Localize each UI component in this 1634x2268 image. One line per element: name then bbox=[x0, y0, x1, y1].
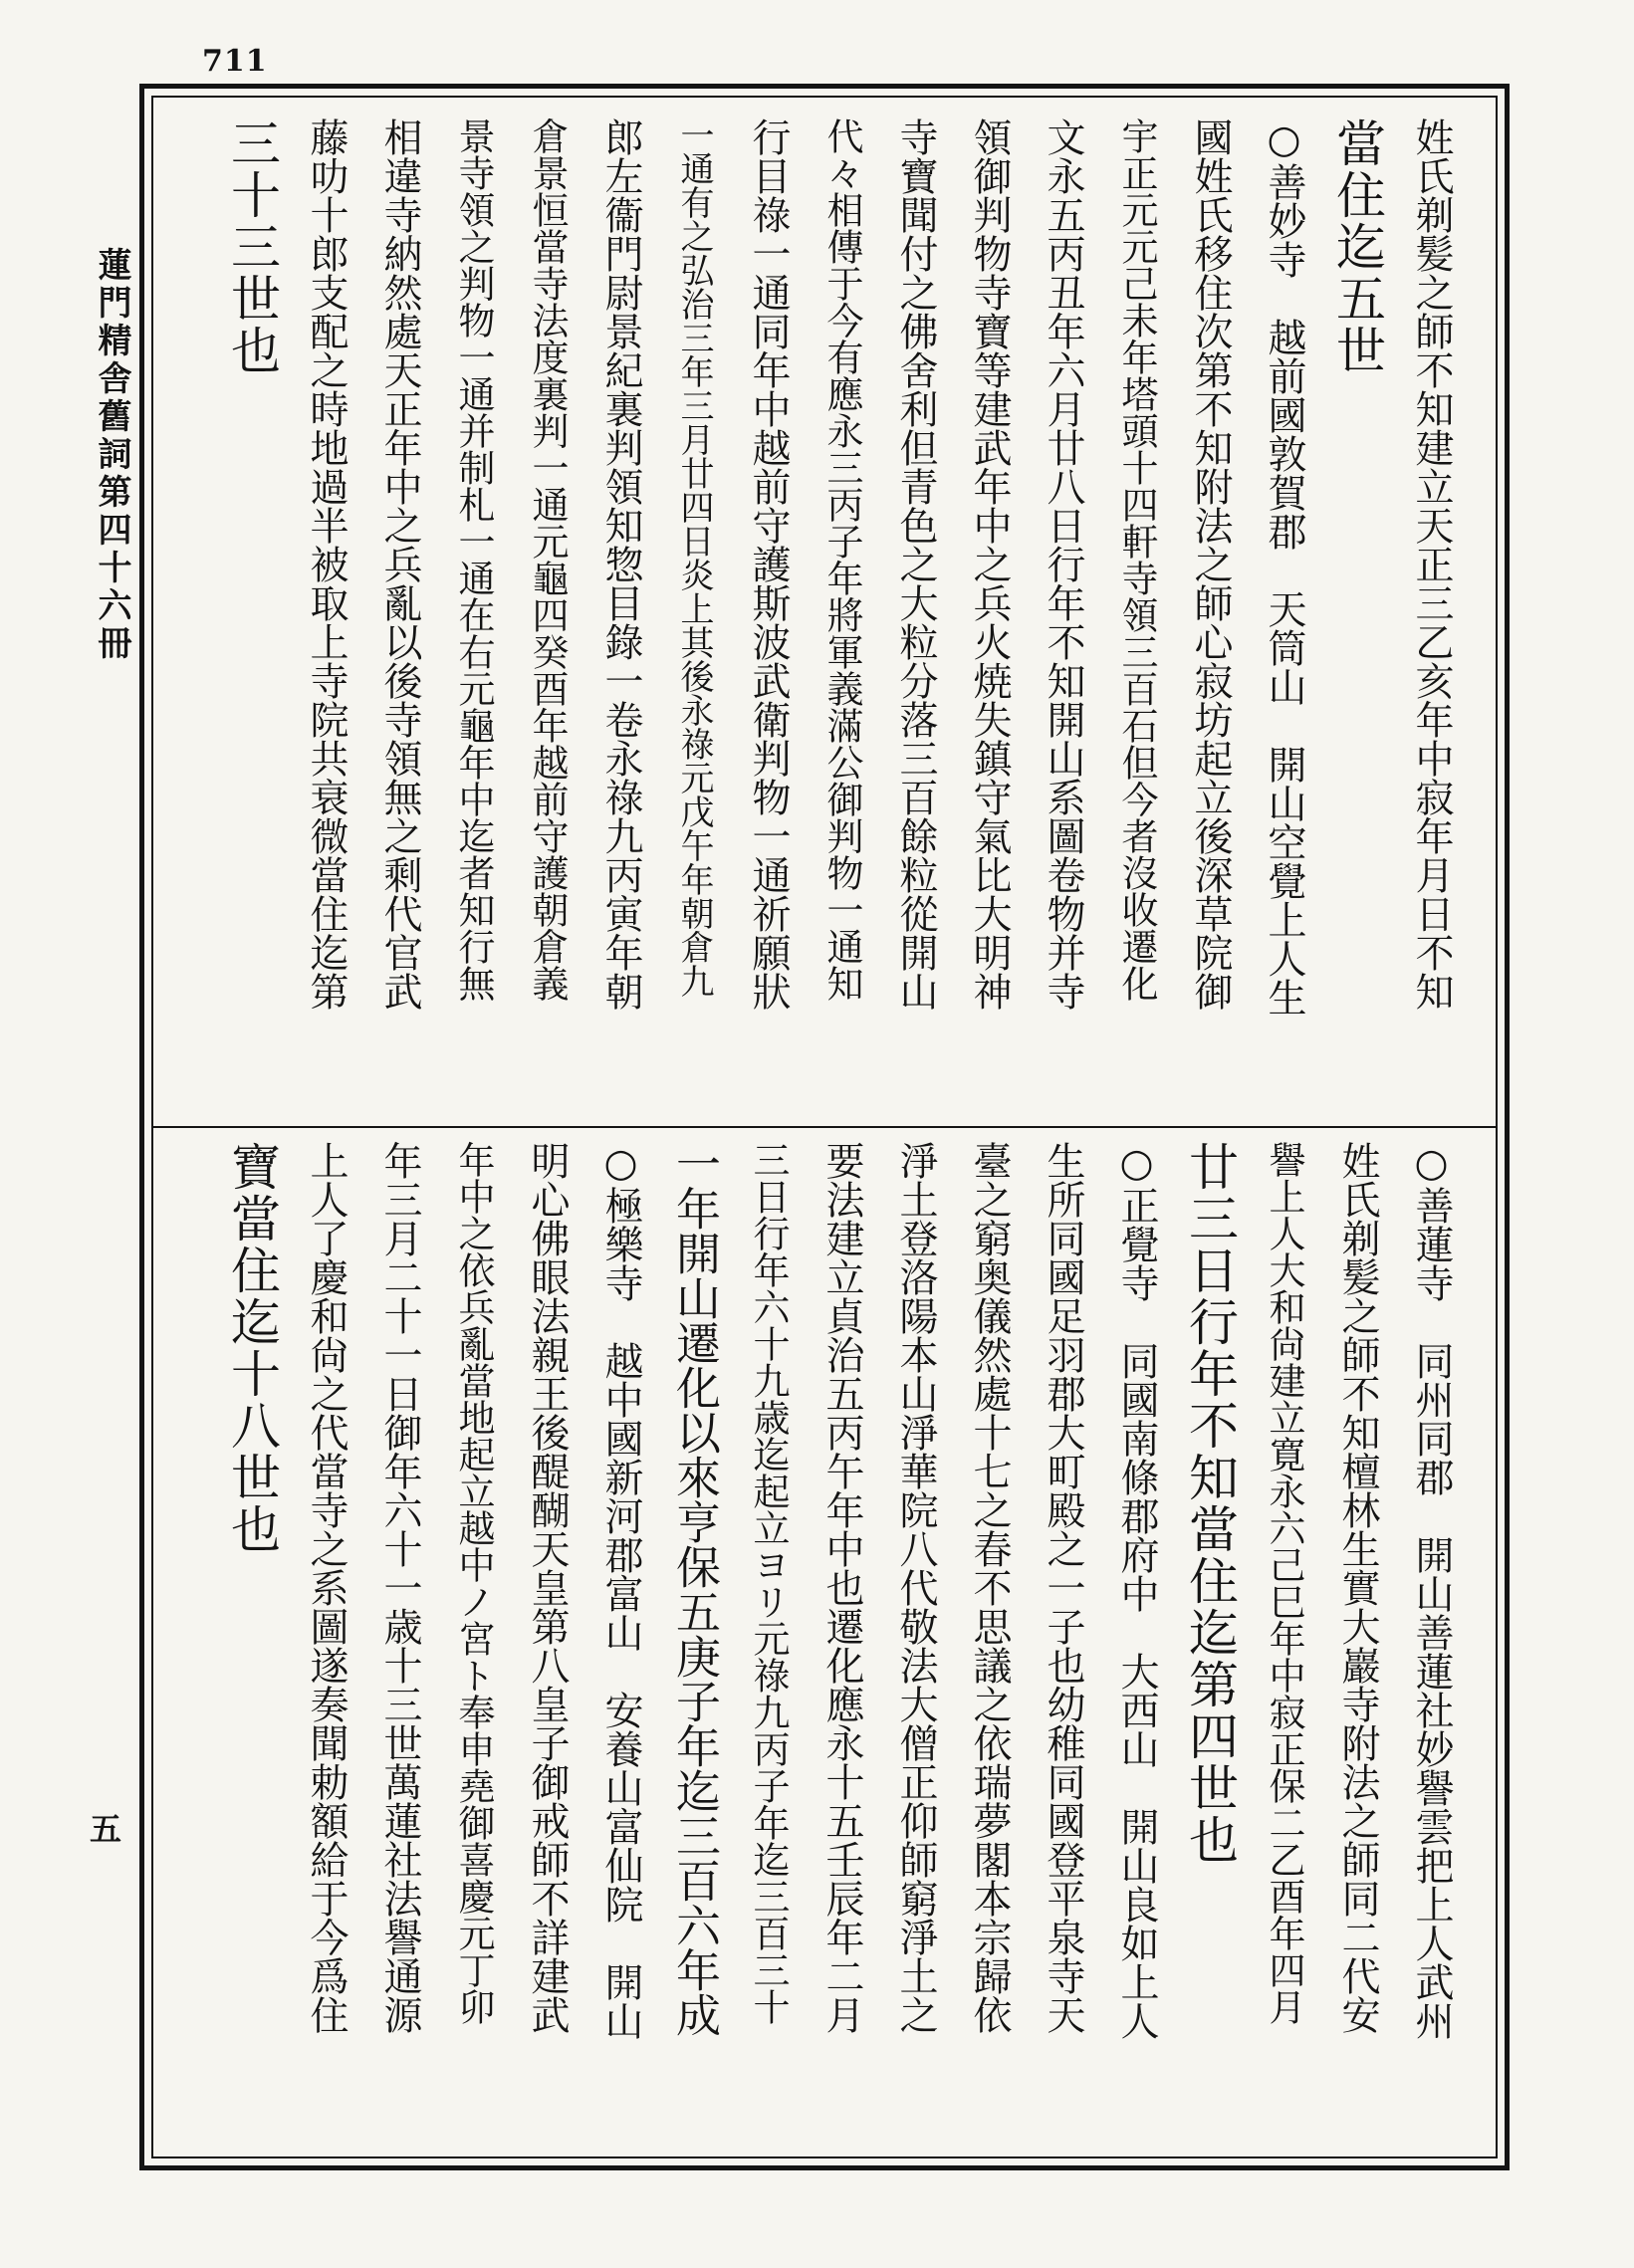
text-column: 行目祿一通同年中越前守護斯波武衛判物一通祈願狀 bbox=[746, 117, 791, 1011]
text-column: 三十三世也 bbox=[223, 117, 281, 376]
text-column: ○善妙寺 越前國敦賀郡 天筒山 開山空覺上人生 bbox=[1262, 117, 1306, 1017]
text-column: 國姓氏移住次第不知附法之師心寂坊起立後深草院御 bbox=[1188, 117, 1233, 1011]
text-column: 文永五丙丑年六月廿八日行年不知開山系圖卷物并寺 bbox=[1041, 117, 1085, 1011]
text-column: 姓氏剃髪之師不知建立天正三乙亥年中寂年月日不知 bbox=[1409, 117, 1454, 1011]
text-column: 一通有之弘治三年三月廿四日炎上其後永祿元戊午年朝倉九 bbox=[674, 117, 714, 998]
text-column: 廿三日行年不知當住迄第四世也 bbox=[1181, 1141, 1239, 1866]
text-column: ○極樂寺 越中國新河郡富山 安養山富仙院 開山 bbox=[598, 1141, 643, 2040]
text-column: 上人了慶和尙之代當寺之系圖遂奏聞勅額給于今爲住 bbox=[304, 1141, 349, 2034]
text-column: 倉景恒當寺法度裏判一通元龜四癸酉年越前守護朝倉義 bbox=[526, 117, 569, 1002]
text-column: 郎左衞門尉景紀裏判領知惣目錄一卷永祿九丙寅年朝 bbox=[598, 117, 643, 1011]
text-column: 景寺領之判物一通并制札一通在右元龜年中迄者知行無 bbox=[452, 117, 495, 1002]
text-column: 代々相傳于今有應永三丙子年將軍義滿公御判物一通知 bbox=[820, 117, 863, 1002]
text-column: 領御判物寺寶等建武年中之兵火焼失鎮守氣比大明神 bbox=[967, 117, 1012, 1011]
text-column: 寺寶聞付之佛舍利但青色之大粒分落三百餘粒從開山 bbox=[893, 117, 938, 1011]
text-column: 要法建立貞治五丙午年中也遷化應永十五壬辰年二月 bbox=[819, 1141, 864, 2034]
text-column: 年中之依兵亂當地起立越中ノ宮ト奉申堯御喜慶元丁卯 bbox=[452, 1141, 495, 2025]
text-column: 當住迄五世 bbox=[1328, 117, 1386, 376]
text-column: ○善蓮寺 同州同郡 開山善蓮社妙譽雲把上人武州 bbox=[1409, 1141, 1454, 2040]
section-divider bbox=[153, 1126, 1496, 1128]
text-column: 明心佛眼法親王後醍醐天皇第八皇子御戒師不詳建武 bbox=[525, 1141, 570, 2034]
side-page-number: 五 bbox=[90, 1810, 122, 1848]
text-column: 姓氏剃髪之師不知檀林生實大巖寺附法之師同二代安 bbox=[1335, 1141, 1380, 2034]
text-column: 譽上人大和尙建立寛永六己巳年中寂正保二乙酉年四月 bbox=[1263, 1141, 1305, 2025]
text-column: 一年開山遷化以來亨保五庚子年迄三百六年成 bbox=[668, 1141, 721, 2037]
text-column: 生所同國足羽郡大町殿之一子也幼稚同國登平泉寺天 bbox=[1041, 1141, 1085, 2034]
text-column: 寶當住迄十八世也 bbox=[223, 1141, 281, 1555]
text-column: 三日行年六十九歳迄起立ヨリ元祿九丙子年迄三百三十 bbox=[747, 1141, 790, 2025]
text-column: ○正覺寺 同國南條郡府中 大西山 開山良如上人 bbox=[1114, 1141, 1159, 2040]
text-column: 年三月二十一日御年六十一歳十三世萬蓮社法譽通源 bbox=[377, 1141, 422, 2034]
text-column: 藤叻十郎支配之時地過半被取上寺院共衰微當住迄第 bbox=[304, 117, 349, 1011]
side-title: 蓮門精舎舊詞第四十六冊 bbox=[92, 247, 131, 663]
page-number: 711 bbox=[202, 44, 268, 79]
text-column: 宇正元元己未年塔頭十四軒寺領三百石但今者沒收遷化 bbox=[1115, 117, 1158, 1002]
text-column: 臺之窮奥儀然處十七之春不思議之依瑞夢閣本宗歸依 bbox=[967, 1141, 1012, 2034]
text-column: 淨土登洛陽本山淨華院八代敬法大僧正仰師窮淨土之 bbox=[893, 1141, 938, 2034]
text-column: 相違寺納然處天正年中之兵亂以後寺領無之剩代官武 bbox=[377, 117, 422, 1011]
